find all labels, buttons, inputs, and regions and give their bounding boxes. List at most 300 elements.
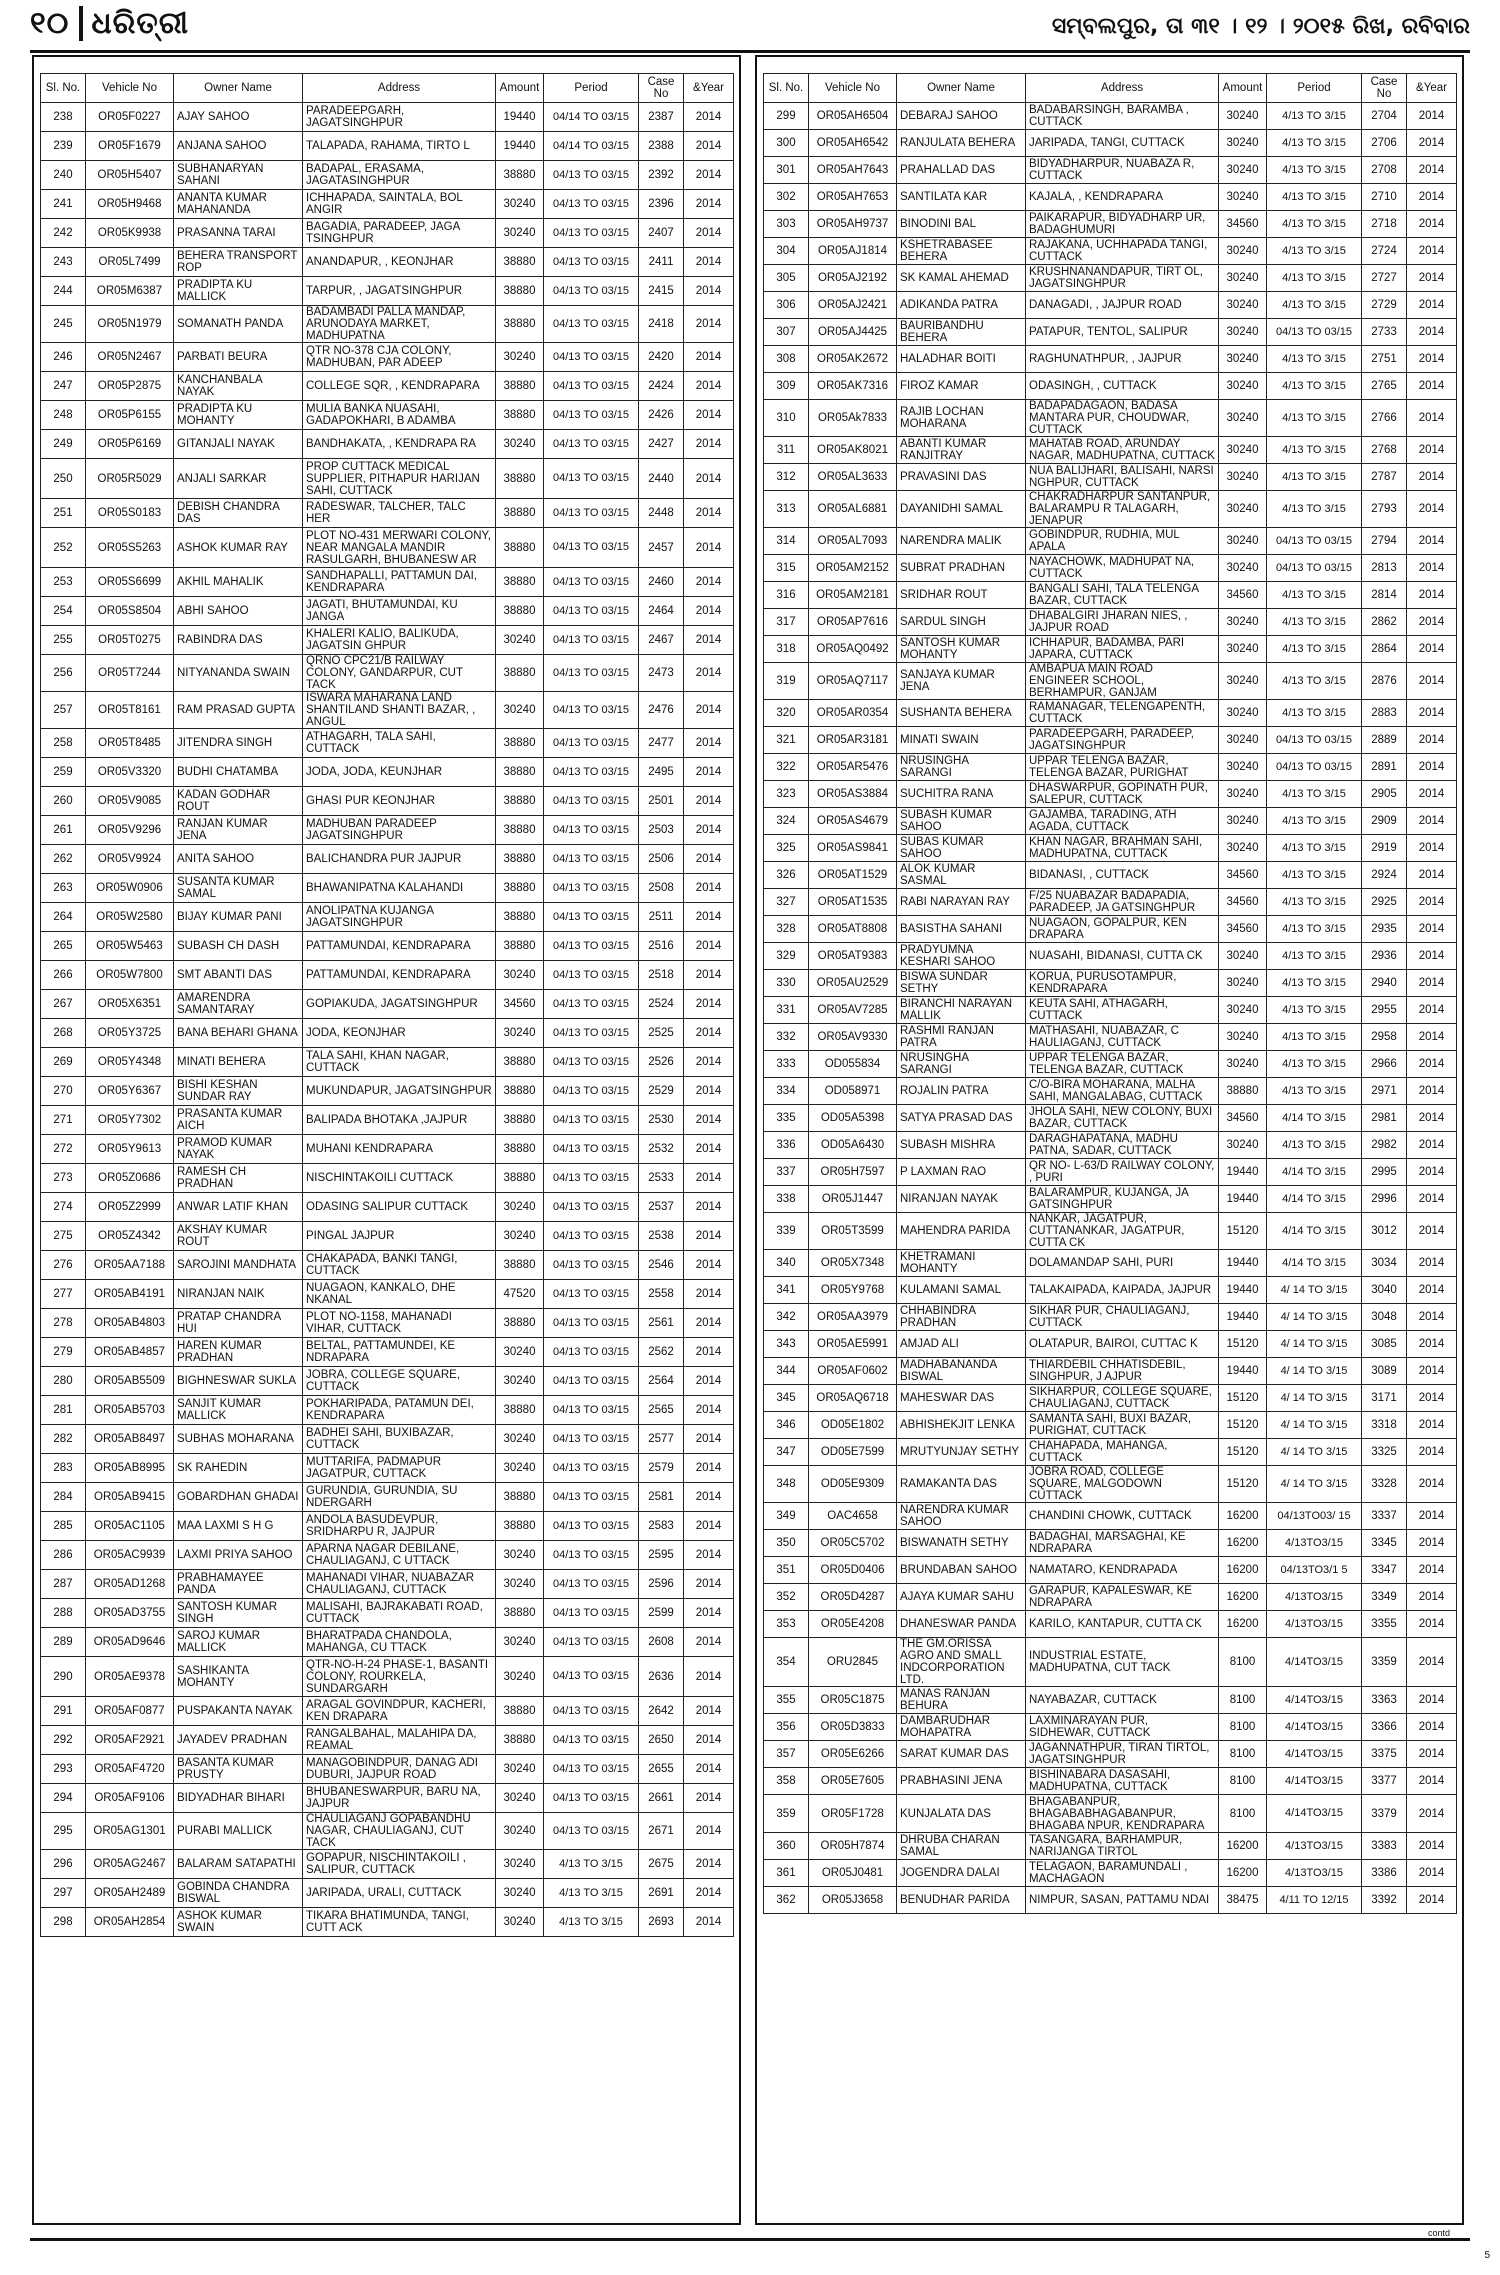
case-no-cell: 3347 (1362, 1557, 1407, 1584)
owner-name-cell: BENUDHAR PARIDA (897, 1887, 1026, 1914)
year-cell: 2014 (1407, 781, 1457, 808)
year-cell: 2014 (1407, 1503, 1457, 1530)
sl-no-cell: 282 (41, 1425, 86, 1454)
sl-no-cell: 337 (764, 1159, 809, 1186)
address-cell: SANDHAPALLI, PATTAMUN DAI, KENDRAPARA (303, 568, 496, 597)
table-row (41, 459, 734, 499)
address-cell: BADAPADAGAON, BADASA MANTARA PUR, CHOUDWAR, CUTTACK (1026, 400, 1219, 437)
owner-name-cell: SK KAMAL AHEMAD (897, 265, 1026, 292)
vehicle-no-cell: OR05V9296 (86, 816, 174, 845)
year-cell: 2014 (684, 1628, 734, 1657)
vehicle-no-cell: OR05AE5991 (809, 1331, 897, 1358)
year-cell: 2014 (684, 990, 734, 1019)
amount-cell: 19440 (1219, 1186, 1267, 1213)
owner-name-cell: MAA LAXMI S H G (174, 1512, 303, 1541)
address-cell: KAJALA, , KENDRAPARA (1026, 184, 1219, 211)
year-cell: 2014 (684, 1193, 734, 1222)
sl-no-cell: 355 (764, 1687, 809, 1714)
address-cell: COLLEGE SQR, , KENDRAPARA (303, 372, 496, 401)
case-no-cell: 2768 (1362, 437, 1407, 464)
vehicle-no-cell: OR05S6699 (86, 568, 174, 597)
sl-no-cell: 246 (41, 343, 86, 372)
address-cell: DARAGHAPATANA, MADHU PATNA, SADAR, CUTTACK (1026, 1132, 1219, 1159)
sl-no-cell: 272 (41, 1135, 86, 1164)
case-no-cell: 2418 (639, 306, 684, 343)
period-cell: 04/13 TO 03/15 (544, 430, 639, 459)
case-no-cell: 3366 (1362, 1714, 1407, 1741)
period-cell: 04/13 TO 03/15 (544, 1483, 639, 1512)
address-cell: SAMANTA SAHI, BUXI BAZAR, PURIGHAT, CUTTACK (1026, 1412, 1219, 1439)
year-cell: 2014 (684, 219, 734, 248)
table-row (41, 1483, 734, 1512)
period-cell: 04/13 TO 03/15 (544, 1570, 639, 1599)
table-row (41, 816, 734, 845)
table-row (764, 1358, 1457, 1385)
vehicle-no-cell: OR05AA3979 (809, 1304, 897, 1331)
vehicle-no-cell: OR05Y4348 (86, 1048, 174, 1077)
owner-name-cell: PRAMOD KUMAR NAYAK (174, 1135, 303, 1164)
sl-no-cell: 298 (41, 1908, 86, 1937)
period-cell: 4/13 TO 3/15 (1267, 437, 1362, 464)
vehicle-no-cell: OR05N1979 (86, 306, 174, 343)
owner-name-cell: DAMBARUDHAR MOHAPATRA (897, 1714, 1026, 1741)
sl-no-cell: 249 (41, 430, 86, 459)
owner-name-cell: SARDUL SINGH (897, 609, 1026, 636)
year-cell: 2014 (684, 1367, 734, 1396)
period-cell: 04/13 TO 03/15 (1267, 555, 1362, 582)
sl-no-cell: 256 (41, 655, 86, 692)
owner-name-cell: BAURIBANDHU BEHERA (897, 319, 1026, 346)
table-row (764, 1887, 1457, 1914)
owner-name-cell: KADAN GODHAR ROUT (174, 787, 303, 816)
owner-name-cell: BANA BEHARI GHANA (174, 1019, 303, 1048)
owner-name-cell: BRUNDABAN SAHOO (897, 1557, 1026, 1584)
masthead (30, 6, 1470, 48)
period-cell: 4/13 TO 3/15 (1267, 970, 1362, 997)
vehicle-no-cell: OR05AG1301 (86, 1813, 174, 1850)
vehicle-no-cell: OR05H9468 (86, 190, 174, 219)
owner-name-cell: ASHOK KUMAR RAY (174, 528, 303, 568)
address-cell: APARNA NAGAR DEBILANE, CHAULIAGANJ, C UTTACK (303, 1541, 496, 1570)
amount-cell: 38880 (496, 499, 544, 528)
vehicle-no-cell: OR05AU2529 (809, 970, 897, 997)
address-cell: PATTAMUNDAI, KENDRAPARA (303, 932, 496, 961)
period-cell: 04/13 TO 03/15 (544, 1251, 639, 1280)
vehicle-no-cell: OR05S8504 (86, 597, 174, 626)
period-cell: 4/13 TO 3/15 (1267, 346, 1362, 373)
address-cell: RADESWAR, TALCHER, TALC HER (303, 499, 496, 528)
table-row (764, 1051, 1457, 1078)
year-cell: 2014 (684, 655, 734, 692)
vehicle-no-cell: OR05AH9737 (809, 211, 897, 238)
owner-name-cell: NRUSINGHA SARANGI (897, 1051, 1026, 1078)
case-no-cell: 2981 (1362, 1105, 1407, 1132)
amount-cell: 30240 (1219, 555, 1267, 582)
sl-no-cell: 327 (764, 889, 809, 916)
address-cell: GARAPUR, KAPALESWAR, KE NDRAPARA (1026, 1584, 1219, 1611)
period-cell: 4/14TO3/15 (1267, 1768, 1362, 1795)
owner-name-cell: GOBARDHAN GHADAI (174, 1483, 303, 1512)
owner-name-cell: SUSHANTA BEHERA (897, 700, 1026, 727)
vehicle-no-cell: OR05V9085 (86, 787, 174, 816)
year-cell: 2014 (1407, 663, 1457, 700)
right-table-frame (755, 55, 1464, 2225)
case-no-cell: 2396 (639, 190, 684, 219)
vehicle-no-cell: OR05AK8021 (809, 437, 897, 464)
table-row (41, 1135, 734, 1164)
sl-no-cell: 268 (41, 1019, 86, 1048)
period-cell: 4/13 TO 3/15 (1267, 130, 1362, 157)
vehicle-no-cell: OR05AT9383 (809, 943, 897, 970)
case-no-cell: 3345 (1362, 1530, 1407, 1557)
table-row (764, 943, 1457, 970)
case-no-cell: 2787 (1362, 464, 1407, 491)
amount-cell: 30240 (496, 626, 544, 655)
amount-cell: 8100 (1219, 1638, 1267, 1687)
year-cell: 2014 (684, 1697, 734, 1726)
vehicle-no-cell: OR05AT1535 (809, 889, 897, 916)
table-row (41, 401, 734, 430)
case-no-cell: 2424 (639, 372, 684, 401)
address-cell: BELTAL, PATTAMUNDEI, KE NDRAPARA (303, 1338, 496, 1367)
masthead-rule (30, 50, 1470, 53)
address-cell: PLOT NO-431 MERWARI COLONY, NEAR MANGALA MANDIR RASULGARH, BHUBANESW AR (303, 528, 496, 568)
period-cell: 04/13 TO 03/15 (544, 787, 639, 816)
vehicle-no-cell: OR05P6169 (86, 430, 174, 459)
address-cell: GAJAMBA, TARADING, ATH AGADA, CUTTACK (1026, 808, 1219, 835)
sl-no-cell: 281 (41, 1396, 86, 1425)
vehicle-no-cell: OR05H5407 (86, 161, 174, 190)
table-row (764, 1833, 1457, 1860)
amount-cell: 38880 (496, 1697, 544, 1726)
address-cell: BALICHANDRA PUR JAJPUR (303, 845, 496, 874)
owner-name-header: Owner Name (174, 74, 303, 103)
year-cell: 2014 (1407, 1795, 1457, 1833)
amount-cell: 30240 (496, 1367, 544, 1396)
case-no-cell: 2655 (639, 1755, 684, 1784)
owner-name-cell: SMT ABANTI DAS (174, 961, 303, 990)
year-cell: 2014 (684, 190, 734, 219)
sl-no-cell: 341 (764, 1277, 809, 1304)
sl-no-cell: 290 (41, 1657, 86, 1697)
case-no-cell: 2925 (1362, 889, 1407, 916)
case-no-cell: 2501 (639, 787, 684, 816)
case-no-cell: 2971 (1362, 1078, 1407, 1105)
year-cell: 2014 (684, 1048, 734, 1077)
sl-no-cell: 264 (41, 903, 86, 932)
owner-name-cell: PARBATI BEURA (174, 343, 303, 372)
table-row (41, 1193, 734, 1222)
amount-cell: 38880 (496, 1599, 544, 1628)
period-cell: 04/13 TO 03/15 (544, 1135, 639, 1164)
vehicle-no-cell: OD05E7599 (809, 1439, 897, 1466)
year-cell: 2014 (1407, 1078, 1457, 1105)
address-cell: BADHEI SAHI, BUXIBAZAR, CUTTACK (303, 1425, 496, 1454)
period-cell: 04/13 TO 03/15 (544, 459, 639, 499)
address-cell: KARILO, KANTAPUR, CUTTA CK (1026, 1611, 1219, 1638)
amount-cell: 30240 (1219, 103, 1267, 130)
sl-no-cell: 317 (764, 609, 809, 636)
sl-no-cell: 335 (764, 1105, 809, 1132)
dateline: ସମ୍ବଲପୁର, ତା ୩୧ । ୧୨ । ୨୦୧୫ ରିଖ, ରବିବାର (1051, 14, 1470, 39)
period-header: Period (1267, 74, 1362, 103)
address-cell: NUASAHI, BIDANASI, CUTTA CK (1026, 943, 1219, 970)
sl-no-cell: 286 (41, 1541, 86, 1570)
sl-no-cell: 353 (764, 1611, 809, 1638)
owner-name-cell: FIROZ KAMAR (897, 373, 1026, 400)
table-row (764, 555, 1457, 582)
amount-cell: 16200 (1219, 1557, 1267, 1584)
case-no-cell: 3337 (1362, 1503, 1407, 1530)
period-cell: 04/13 TO 03/15 (544, 1077, 639, 1106)
owner-name-cell: SRIDHAR ROUT (897, 582, 1026, 609)
address-cell: ISWARA MAHARANA LAND SHANTILAND SHANTI BAZAR, , ANGUL (303, 692, 496, 729)
sl-no-cell: 245 (41, 306, 86, 343)
owner-name-cell: SUBASH MISHRA (897, 1132, 1026, 1159)
year-cell: 2014 (684, 1726, 734, 1755)
table-row (764, 1412, 1457, 1439)
vehicle-no-cell: OR05E4208 (809, 1611, 897, 1638)
period-cell: 04/13 TO 03/15 (544, 655, 639, 692)
sl-no-cell: 330 (764, 970, 809, 997)
period-cell: 4/13 TO 3/15 (1267, 609, 1362, 636)
sl-no-cell: 322 (764, 754, 809, 781)
amount-cell: 15120 (1219, 1412, 1267, 1439)
year-cell: 2014 (684, 1755, 734, 1784)
sl-no-cell: 242 (41, 219, 86, 248)
year-cell: 2014 (684, 568, 734, 597)
vehicle-no-cell: OR05W5463 (86, 932, 174, 961)
owner-name-cell: BASISTHA SAHANI (897, 916, 1026, 943)
case-no-cell: 3034 (1362, 1250, 1407, 1277)
table-row (41, 343, 734, 372)
period-cell: 04/13 TO 03/15 (544, 528, 639, 568)
period-cell: 4/13 TO 3/15 (1267, 464, 1362, 491)
amount-cell: 38880 (1219, 1078, 1267, 1105)
case-no-cell: 2448 (639, 499, 684, 528)
owner-name-cell: PRABHASINI JENA (897, 1768, 1026, 1795)
address-cell: NUAGAON, GOPALPUR, KEN DRAPARA (1026, 916, 1219, 943)
case-no-cell: 3012 (1362, 1213, 1407, 1250)
table-row (764, 346, 1457, 373)
owner-name-cell: GOBINDA CHANDRA BISWAL (174, 1879, 303, 1908)
amount-cell: 30240 (496, 1338, 544, 1367)
case-no-cell: 2526 (639, 1048, 684, 1077)
vehicle-no-cell: OR05Y9768 (809, 1277, 897, 1304)
amount-cell: 16200 (1219, 1611, 1267, 1638)
sl-no-cell: 350 (764, 1530, 809, 1557)
period-cell: 4/13 TO 3/15 (1267, 835, 1362, 862)
amount-cell: 38880 (496, 459, 544, 499)
period-cell: 4/13 TO 3/15 (1267, 184, 1362, 211)
year-cell: 2014 (1407, 1277, 1457, 1304)
table-row (764, 1024, 1457, 1051)
period-cell: 4/13 TO 3/15 (1267, 1051, 1362, 1078)
table-row (41, 1879, 734, 1908)
period-cell: 04/13 TO 03/15 (544, 1541, 639, 1570)
table-row (41, 1784, 734, 1813)
vehicle-no-cell: OR05AT8808 (809, 916, 897, 943)
owner-name-cell: BUDHI CHATAMBA (174, 758, 303, 787)
year-cell: 2014 (1407, 1132, 1457, 1159)
sl-no-cell: 284 (41, 1483, 86, 1512)
amount-cell: 30240 (496, 1628, 544, 1657)
vehicle-no-cell: OR05AD1268 (86, 1570, 174, 1599)
sl-no-cell: 278 (41, 1309, 86, 1338)
case-no-cell: 2718 (1362, 211, 1407, 238)
sl-no-cell: 346 (764, 1412, 809, 1439)
period-cell: 04/13 TO 03/15 (544, 1784, 639, 1813)
address-cell: KEUTA SAHI, ATHAGARH, CUTTACK (1026, 997, 1219, 1024)
case-no-cell: 2392 (639, 161, 684, 190)
period-cell: 4/13TO3/15 (1267, 1860, 1362, 1887)
year-cell: 2014 (1407, 754, 1457, 781)
amount-cell: 30240 (496, 1222, 544, 1251)
amount-cell: 30240 (1219, 373, 1267, 400)
vehicle-no-cell: ORU2845 (809, 1638, 897, 1687)
period-cell: 04/14 TO 03/15 (544, 132, 639, 161)
case-no-cell: 2642 (639, 1697, 684, 1726)
period-cell: 4/13 TO 3/15 (544, 1908, 639, 1937)
year-cell: 2014 (684, 343, 734, 372)
sl-no-cell: 343 (764, 1331, 809, 1358)
table-row (764, 1638, 1457, 1687)
owner-name-cell: DHRUBA CHARAN SAMAL (897, 1833, 1026, 1860)
case-no-cell: 2440 (639, 459, 684, 499)
case-no-cell: 2691 (639, 1879, 684, 1908)
table-row (41, 1512, 734, 1541)
amount-cell: 38880 (496, 528, 544, 568)
case-no-cell: 2675 (639, 1850, 684, 1879)
address-cell: JODA, KEONJHAR (303, 1019, 496, 1048)
year-cell: 2014 (684, 1850, 734, 1879)
year-cell: 2014 (1407, 437, 1457, 464)
table-row (41, 655, 734, 692)
period-cell: 04/13 TO 03/15 (544, 1338, 639, 1367)
case-no-cell: 2407 (639, 219, 684, 248)
contd-note: contd (1427, 2228, 1450, 2238)
period-cell: 04/13 TO 03/15 (544, 932, 639, 961)
period-cell: 4/13 TO 3/15 (1267, 1132, 1362, 1159)
period-cell: 4/13 TO 3/15 (1267, 997, 1362, 1024)
year-cell: 2014 (1407, 1741, 1457, 1768)
table-row (764, 889, 1457, 916)
case-no-cell: 2909 (1362, 808, 1407, 835)
amount-cell: 30240 (496, 1193, 544, 1222)
vehicle-no-cell: OR05D4287 (809, 1584, 897, 1611)
amount-cell: 30240 (496, 1019, 544, 1048)
table-row (41, 729, 734, 758)
owner-name-cell: SK RAHEDIN (174, 1454, 303, 1483)
owner-name-cell: SASHIKANTA MOHANTY (174, 1657, 303, 1697)
address-cell: BHAWANIPATNA KALAHANDI (303, 874, 496, 903)
year-cell: 2014 (684, 1483, 734, 1512)
period-cell: 4/14 TO 3/15 (1267, 1159, 1362, 1186)
case-no-cell: 2583 (639, 1512, 684, 1541)
vehicle-no-cell: OR05AQ0492 (809, 636, 897, 663)
case-no-cell: 2766 (1362, 400, 1407, 437)
year-cell: 2014 (1407, 1412, 1457, 1439)
case-no-cell: 3377 (1362, 1768, 1407, 1795)
amount-cell: 30240 (1219, 781, 1267, 808)
table-row (41, 1657, 734, 1697)
sl-no-cell: 261 (41, 816, 86, 845)
table-row (41, 990, 734, 1019)
owner-name-cell: PUSPAKANTA NAYAK (174, 1697, 303, 1726)
year-cell: 2014 (1407, 346, 1457, 373)
year-cell: 2014 (1407, 1860, 1457, 1887)
amount-cell: 38880 (496, 401, 544, 430)
address-cell: PLOT NO-1158, MAHANADI VIHAR, CUTTACK (303, 1309, 496, 1338)
sl-no-cell: 336 (764, 1132, 809, 1159)
case-no-cell: 2516 (639, 932, 684, 961)
address-cell: DHABALGIRI JHARAN NIES, , JAJPUR ROAD (1026, 609, 1219, 636)
owner-name-cell: KUNJALATA DAS (897, 1795, 1026, 1833)
vehicle-no-cell: OD05E9309 (809, 1466, 897, 1503)
sl-no-cell: 273 (41, 1164, 86, 1193)
vehicle-no-cell: OD05E1802 (809, 1412, 897, 1439)
table-row (41, 787, 734, 816)
case-no-header: Case No (639, 74, 684, 103)
vehicle-no-cell: OR05Y6367 (86, 1077, 174, 1106)
case-no-cell: 2982 (1362, 1132, 1407, 1159)
amount-cell: 30240 (496, 1784, 544, 1813)
case-no-cell: 2710 (1362, 184, 1407, 211)
address-cell: CHAKAPADA, BANKI TANGI, CUTTACK (303, 1251, 496, 1280)
table-row (41, 306, 734, 343)
vehicle-no-cell: OR05AK7316 (809, 373, 897, 400)
vehicle-no-cell: OR05V9924 (86, 845, 174, 874)
address-cell: UPPAR TELENGA BAZAR, TELENGA BAZAR, CUTTACK (1026, 1051, 1219, 1078)
amount-cell: 38880 (496, 1309, 544, 1338)
amount-cell: 30240 (1219, 437, 1267, 464)
year-cell: 2014 (1407, 292, 1457, 319)
table-row (41, 1599, 734, 1628)
amount-cell: 30240 (1219, 808, 1267, 835)
period-cell: 04/13 TO 03/15 (544, 874, 639, 903)
sl-no-cell: 254 (41, 597, 86, 626)
year-cell: 2014 (1407, 609, 1457, 636)
period-cell: 04/13 TO 03/15 (544, 1106, 639, 1135)
address-cell: BHUBANESWARPUR, BARU NA, JAJPUR (303, 1784, 496, 1813)
year-cell: 2014 (684, 961, 734, 990)
sl-no-cell: 328 (764, 916, 809, 943)
sl-no-cell: 306 (764, 292, 809, 319)
vehicle-no-cell: OR05AQ6718 (809, 1385, 897, 1412)
case-no-cell: 3355 (1362, 1611, 1407, 1638)
period-cell: 04/13 TO 03/15 (544, 1813, 639, 1850)
sl-no-cell: 250 (41, 459, 86, 499)
year-cell: 2014 (684, 758, 734, 787)
year-cell: 2014 (684, 1541, 734, 1570)
newspaper-name: ଧରିତ୍ରୀ (91, 6, 190, 41)
table-row (41, 1813, 734, 1850)
amount-cell: 30240 (1219, 292, 1267, 319)
owner-name-cell: HALADHAR BOITI (897, 346, 1026, 373)
owner-name-cell: PRADIPTA KU MOHANTY (174, 401, 303, 430)
vehicle-no-header: Vehicle No (809, 74, 897, 103)
owner-name-cell: DAYANIDHI SAMAL (897, 491, 1026, 528)
case-no-cell: 2814 (1362, 582, 1407, 609)
address-cell: BALIPADA BHOTAKA ,JAJPUR (303, 1106, 496, 1135)
vehicle-no-header: Vehicle No (86, 74, 174, 103)
address-cell: MAHANADI VIHAR, NUABAZAR CHAULIAGANJ, CUTTACK (303, 1570, 496, 1599)
table-row (41, 499, 734, 528)
period-cell: 04/13 TO 03/15 (544, 816, 639, 845)
year-cell: 2014 (1407, 943, 1457, 970)
period-cell: 04/13 TO 03/15 (1267, 727, 1362, 754)
case-no-cell: 2457 (639, 528, 684, 568)
